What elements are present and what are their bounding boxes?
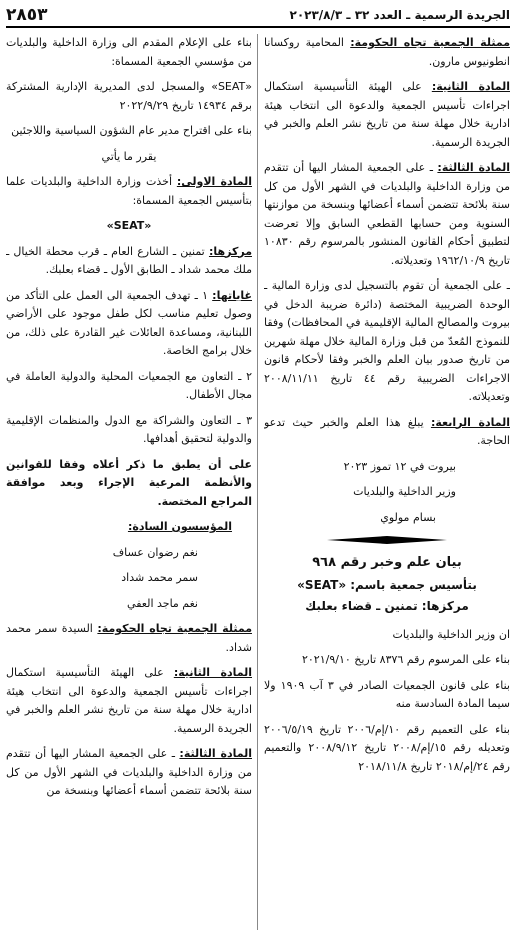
- government-rep-paragraph: ممثلة الجمعية تجاه الحكومة: السيدة سمر محمد شداد.: [6, 622, 252, 654]
- preamble-notification: بناء على الإعلام المقدم الى وزارة الداخلية والبلديات من مؤسسي الجمعية المسماة:: [6, 36, 252, 68]
- notice-subtitle: بتأسيس جمعية باسم: «SEAT»: [297, 577, 477, 592]
- minister-title: وزير الداخلية والبلديات: [353, 485, 456, 498]
- representative-paragraph: ممثلة الجمعية تجاه الحكومة: المحامية روكسانا انطونيوس مارون.: [264, 36, 510, 68]
- headquarters-paragraph: مركزها: تمنين ـ الشارع العام ـ قرب محطة الخيال ـ ملك محمد شداد ـ الطابق الأول ـ قضاء بعلبك.: [6, 244, 252, 276]
- separator-ornament: [327, 534, 447, 546]
- preamble-registration: «SEAT» والمسجل لدى المديرية الإدارية المشتركة برقم ١٤٩٣٤ تاريخ ٢٠٢٢/٩/٢٩: [6, 80, 252, 112]
- tax-registration-paragraph: ـ على الجمعية أن تقوم بالتسجيل لدى وزارة المالية ـ الوحدة الضريبية المختصة (دائرة ضريبة الدخل في بيروت والمصالح المالية الإقليمية في المحافظات) وفقا للنموذج المُعدّ من قبل وزارة المالية خلال مهلة شهرين من تاريخ صدور بيان العلم والخبر وفقا لأحكام قانون الاجراءات الضريبية رقم ٤٤ تاريخ ٢٠٠٨/١١/١١ وتعديلاته.: [264, 279, 510, 403]
- preamble-proposal: بناء على اقتراح مدير عام الشؤون السياسية واللاجئين: [11, 124, 252, 137]
- preamble-minister: ان وزير الداخلية والبلديات: [392, 627, 510, 641]
- headquarters-label: مركزها:: [208, 244, 252, 258]
- right-column: [264, 34, 510, 930]
- legal-note: على أن يطبق ما ذكر أعلاه وفقا للقوانين والأنظمة المرعية الإجراء وبعد موافقة المراجع المختصة.: [6, 457, 252, 508]
- article-3-paragraph: المادة الثالثة: ـ على الجمعية المشار اليها أن تتقدم من وزارة الداخلية والبلديات في الشهر الأول من كل سنة بلائحة تتضمن أسماء أعضائها وبنسخة من: [6, 747, 252, 797]
- article-4-paragraph: المادة الرابعة: يبلغ هذا العلم والخبر حيث تدعو الحاجة.: [264, 415, 510, 447]
- representative-label: ممثلة الجمعية تجاه الحكومة:: [350, 36, 510, 49]
- article-1-label: المادة الاولى:: [176, 175, 252, 188]
- government-rep-label: ممثلة الجمعية تجاه الحكومة:: [97, 622, 252, 635]
- founder-1: نغم رضوان عساف: [112, 545, 198, 559]
- article-2-paragraph: المادة الثانية: على الهيئة التأسيسية استكمال اجراءات تأسيس الجمعية والدعوة الى انتخاب هيئة ادارية خلال مهلة سنة من تاريخ نشر العلم والخبر في الجريدة الرسمية.: [264, 80, 510, 149]
- founder-3: نغم ماجد العفي: [127, 596, 198, 610]
- minister-name: بسام مولوي: [380, 510, 436, 524]
- founders-heading: المؤسسون السادة:: [127, 520, 232, 533]
- signing-date: بيروت في ١٢ تموز ٢٠٢٣: [343, 459, 456, 473]
- notice-title: بيان علم وخبر رقم ٩٦٨: [312, 555, 462, 570]
- article-3-label: المادة الثالثة:: [437, 161, 510, 174]
- article-1-paragraph: المادة الاولى: أخذت وزارة الداخلية والبلديات علما بتأسيس الجمعية المسماة:: [6, 175, 252, 207]
- preamble-circular: بناء على التعميم رقم ١٠/إم/٢٠٠٦ تاريخ ٢٠٠٦/٥/١٩ وتعديله رقم ١٥/إم/٢٠٠٨ تاريخ ٢٠٠٨/٩/١٢ والتعميم رقم ٢٤/إم/٢٠١٨ تاريخ ٢٠١٨/١١/٨: [264, 722, 510, 773]
- article-3-paragraph: المادة الثالثة: ـ على الجمعية المشار اليها أن تتقدم من وزارة الداخلية والبلديات في الشهر الأول من كل سنة بلائحة تتضمن أسماء أعضائها وبنسخة من موازنتها السنوية ومن حسابها القطعي السابق وإلا تعرضت لتطبيق أحكام القانون المنشور بالمرسوم رقم ١٠٨٣٠ تاريخ ١٩٦٢/١٠/٩ وتعديلاته.: [264, 161, 510, 267]
- preamble-law: بناء على قانون الجمعيات الصادر في ٣ آب ١٩٠٩ ولا سيما المادة السادسة منه: [264, 678, 510, 710]
- page-header: [6, 4, 510, 28]
- article-4-label: المادة الرابعة:: [430, 415, 510, 429]
- article-2-paragraph: المادة الثانية: على الهيئة التأسيسية استكمال اجراءات تأسيس الجمعية والدعوة الى انتخاب هيئة ادارية خلال مهلة سنة من تاريخ نشر العلم والخبر في الجريدة الرسمية.: [6, 666, 252, 735]
- goal-2: ٢ ـ التعاون مع الجمعيات المحلية والدولية العاملة في مجال الأطفال.: [6, 369, 252, 401]
- column-divider: [257, 34, 258, 930]
- gazette-title: الجريدة الرسمية ـ العدد ٣٢ ـ ٢٠٢٣/٨/٣: [289, 8, 510, 22]
- preamble-decree: بناء على المرسوم رقم ٨٣٧٦ تاريخ ٢٠٢١/٩/١٠: [301, 653, 510, 666]
- article-2-label: المادة الثانية:: [173, 666, 252, 679]
- decision-heading: يقرر ما يأتي: [101, 149, 157, 163]
- association-name: «SEAT»: [106, 219, 152, 232]
- goals-label: غاياتها:: [212, 288, 252, 302]
- goals-paragraph: غاياتها: ١ ـ تهدف الجمعية الى العمل على التأكد من وصول تعليم مناسب لكل طفل موجود على الأراضي اللبنانية، ومساعدة العائلات غير القادرة على ذلك، من خلال برامج الخاصة.: [6, 288, 252, 357]
- left-column: [6, 34, 252, 930]
- article-3-label: المادة الثالثة:: [179, 747, 252, 760]
- section-separator: [264, 534, 510, 546]
- article-2-label: المادة الثانية:: [431, 80, 510, 93]
- goal-3: ٣ ـ التعاون والشراكة مع الدول والمنظمات الإقليمية والدولية لتحقيق أهدافها.: [6, 413, 252, 445]
- founder-2: سمر محمد شداد: [121, 571, 198, 584]
- page-number: ٢٨٥٣: [6, 5, 48, 25]
- notice-headquarters: مركزها: تمنين ـ قضاء بعلبك: [305, 599, 469, 613]
